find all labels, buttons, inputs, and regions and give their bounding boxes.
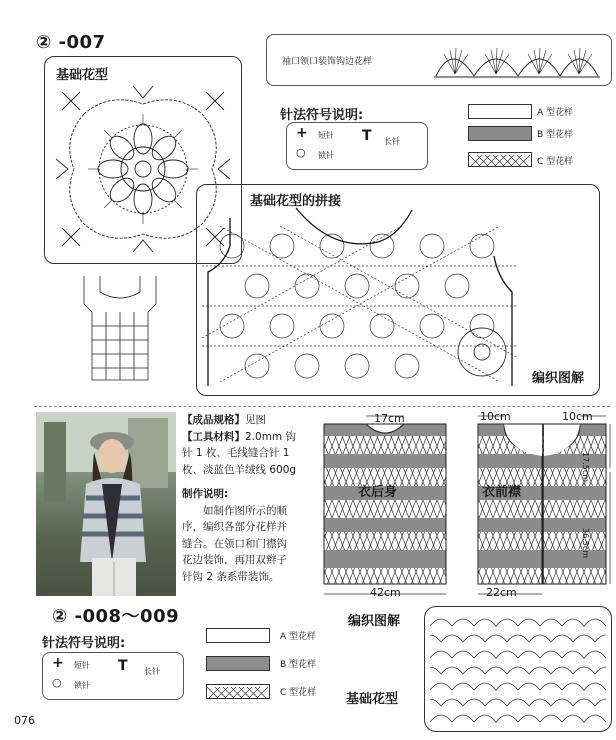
back-piece [324,424,446,584]
basic-motif-title: 基础花型 [56,68,109,83]
dc-label-bottom: 长针 [144,667,160,676]
pattern-id-007: ② -007 [36,32,106,53]
tools-line-1: 2.0mm 钩 [245,430,296,443]
sc-symbol-icon: + [296,125,308,141]
dim-front-shoulder-left: 10cm [480,410,511,423]
pattern-a-label-bottom: A 型花样 [280,632,317,642]
size-label: 【成品规格】 [182,414,245,426]
pattern-a-swatch-bottom [206,628,270,643]
pattern-id-008-009: ② -008～009 [52,606,180,627]
tools-line-3: 枚、淡蓝色羊绒线 600g [182,463,297,476]
dim-front-width: 22cm [486,586,517,599]
ch-label: 锁针 [318,151,334,160]
pattern-a-swatch-top [468,104,532,119]
pattern-b-label-top: B 型花样 [537,130,574,140]
method-line-2: 序，编织各部分花样并 [182,521,287,533]
pattern-c-label-bottom: C 型花样 [280,688,317,698]
cross-hatch-icon [207,687,269,699]
knit-diagram-label-bottom: 编织图解 [348,614,401,629]
size-value: 见图 [245,414,266,426]
dc-symbol-icon-bottom: T [118,658,128,674]
cross-hatch-icon [469,155,531,167]
sc-label: 短针 [318,131,334,140]
edging-title: 袖口领口装饰钩边花样 [282,57,373,67]
vest-grid-schematic [78,272,160,384]
ch-symbol-icon-bottom: ○ [52,676,62,689]
knit-diagram-label-top: 编织图解 [532,371,585,386]
pattern-b-swatch-top [468,126,532,141]
symbol-legend-title-top: 针法符号说明: [280,108,364,123]
dim-back-neck: 17cm [374,412,405,425]
symbol-legend-title-bottom: 针法符号说明: [42,636,126,651]
dim-body-height: 36.5cm [581,528,590,559]
tools-label: 【工具材料】 [182,430,245,443]
method-line-5: 针钩 2 条系带装饰。 [182,570,280,583]
basic-motif-label-bottom: 基础花型 [346,692,399,707]
garment-schematic [318,410,616,604]
sc-symbol-icon-bottom: + [52,655,64,671]
method-line-3: 缝合。在领口和门襟钩 [182,537,287,550]
tools-line-2: 针 1 枚、毛线缝合针 1 [182,447,290,459]
ch-symbol-icon: ○ [296,146,306,159]
pattern-c-label-top: C 型花样 [537,157,574,167]
dim-back-width: 42cm [370,586,401,599]
shell-pattern-chart [430,612,606,724]
dim-armhole-height: 17.5cm [581,452,590,483]
model-photo [36,412,176,596]
edging-pattern-chart [432,38,602,80]
front-piece [478,424,606,584]
ch-label-bottom: 锁针 [74,681,90,690]
dc-symbol-icon: T [362,128,372,144]
front-piece-label: 衣前襟 [482,485,522,500]
dim-front-shoulder-right: 10cm [562,410,593,423]
pattern-c-swatch-top [468,152,532,167]
method-line-1: 如制作图所示的顺 [203,504,287,517]
assembly-chart [202,206,518,388]
model-figure-icon [36,412,176,596]
dc-label: 长针 [384,137,400,146]
pattern-b-label-bottom: B 型花样 [280,660,317,670]
method-line-4: 花边装饰，再用双辫子 [182,554,287,566]
spec-text-block [182,412,310,585]
pattern-a-label-top: A 型花样 [537,108,574,118]
sc-label-bottom: 短针 [74,661,90,670]
pattern-c-swatch-bottom [206,684,270,699]
section-separator [34,406,610,407]
assembly-title: 基础花型的拼接 [250,194,342,209]
pattern-b-swatch-bottom [206,656,270,671]
back-piece-label: 衣后身 [358,485,398,500]
method-title: 制作说明: [182,488,229,500]
page-number: 076 [14,714,35,727]
